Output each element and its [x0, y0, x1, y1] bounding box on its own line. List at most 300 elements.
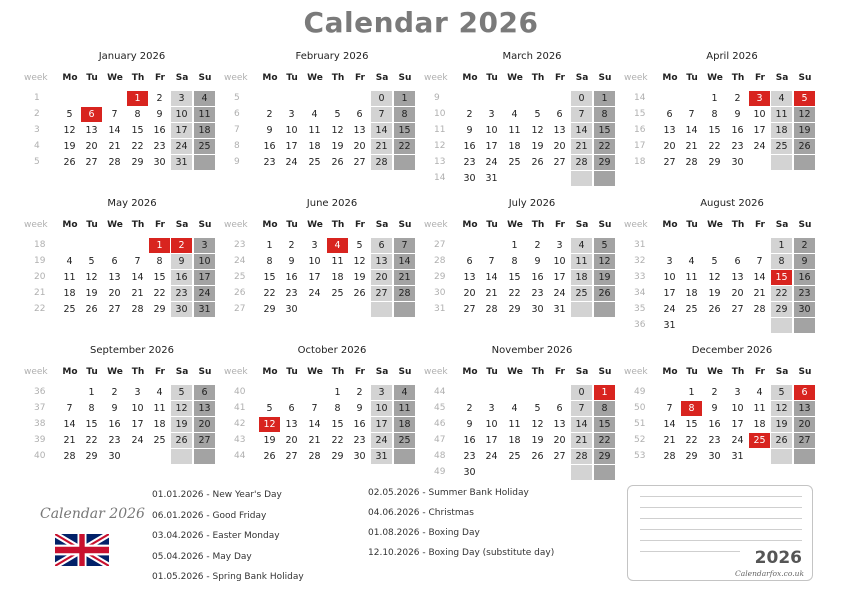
week-number: 21 — [34, 288, 46, 298]
day-cell: 2 — [534, 240, 541, 251]
day-header-we: We — [307, 73, 323, 83]
day-cell: 20 — [731, 288, 744, 299]
day-cell: 28 — [108, 157, 121, 168]
day-cell: 15 — [394, 123, 415, 138]
day-cell: 1 — [771, 238, 792, 253]
day-cell: 17 — [731, 419, 744, 430]
day-cell: 15 — [85, 419, 98, 430]
day-cell: 3 — [311, 240, 318, 251]
day-cell: 9 — [734, 109, 741, 120]
day-cell: 22 — [331, 435, 344, 446]
day-cell: 8 — [156, 256, 163, 267]
day-cell: 11 — [571, 254, 592, 269]
day-header-th: Th — [331, 220, 345, 230]
day-cell: 3 — [134, 387, 141, 398]
week-number: 20 — [34, 272, 46, 282]
day-cell: 14 — [485, 272, 498, 283]
month-8 — [622, 198, 818, 333]
day-cell: 4 — [571, 238, 592, 253]
day-cell: 13 — [553, 419, 566, 430]
day-header-su: Su — [798, 367, 812, 377]
month-1 — [22, 51, 218, 186]
day-cell: 31 — [194, 302, 215, 317]
day-cell: 6 — [288, 403, 295, 414]
day-cell: 26 — [63, 157, 76, 168]
day-header-th: Th — [731, 73, 745, 83]
day-cell: 26 — [85, 304, 98, 315]
day-cell: 16 — [285, 272, 298, 283]
empty-weekend-cell — [371, 302, 392, 317]
day-cell: 17 — [485, 141, 498, 152]
day-cell: 5 — [594, 238, 615, 253]
week-number: 47 — [434, 435, 446, 445]
day-cell: 5 — [711, 256, 718, 267]
day-header-sa: Sa — [775, 220, 789, 230]
day-cell: 25 — [63, 304, 76, 315]
day-cell: 25 — [194, 139, 215, 154]
holiday-entry: 02.05.2026 - Summer Bank Holiday — [368, 488, 529, 498]
day-cell: 22 — [85, 435, 98, 446]
day-cell: 18 — [153, 419, 166, 430]
week-number: 44 — [434, 387, 446, 397]
day-cell: 28 — [131, 304, 144, 315]
day-cell: 31 — [485, 173, 498, 184]
day-header-sa: Sa — [575, 220, 589, 230]
day-cell: 15 — [331, 419, 344, 430]
day-cell: 2 — [156, 93, 163, 104]
day-cell: 5 — [771, 385, 792, 400]
day-cell: 18 — [508, 141, 521, 152]
week-number: 28 — [434, 256, 446, 266]
day-cell: 1 — [334, 387, 341, 398]
day-cell: 13 — [194, 401, 215, 416]
day-cell: 22 — [508, 288, 521, 299]
week-number: 32 — [634, 256, 646, 266]
day-header-sa: Sa — [575, 73, 589, 83]
day-cell: 30 — [708, 451, 721, 462]
day-cell: 18 — [394, 417, 415, 432]
day-cell: 16 — [108, 419, 121, 430]
day-cell: 9 — [288, 256, 295, 267]
day-cell: 3 — [288, 109, 295, 120]
week-number: 26 — [234, 288, 246, 298]
day-cell: 18 — [508, 435, 521, 446]
day-cell: 17 — [553, 272, 566, 283]
day-cell: 17 — [371, 417, 392, 432]
day-cell: 17 — [485, 435, 498, 446]
day-cell: 21 — [394, 270, 415, 285]
notes-year: 2026 — [754, 548, 802, 568]
day-cell: 27 — [194, 433, 215, 448]
day-cell: 7 — [688, 109, 695, 120]
day-cell: 15 — [508, 272, 521, 283]
day-header-su: Su — [198, 73, 212, 83]
day-cell: 9 — [266, 125, 273, 136]
day-header-su: Su — [398, 73, 412, 83]
week-number: 27 — [234, 304, 246, 314]
day-cell: 30 — [531, 304, 544, 315]
day-cell: 22 — [771, 286, 792, 301]
day-cell: 25 — [394, 433, 415, 448]
day-cell: 31 — [171, 155, 192, 170]
day-cell: 24 — [485, 157, 498, 168]
day-cell: 24 — [553, 288, 566, 299]
day-header-tu: Tu — [286, 73, 298, 83]
day-cell: 30 — [353, 451, 366, 462]
week-number: 36 — [34, 387, 46, 397]
day-cell: 11 — [508, 125, 521, 136]
day-cell: 21 — [685, 141, 698, 152]
day-cell: 21 — [753, 288, 766, 299]
day-cell: 18 — [753, 419, 766, 430]
day-cell: 8 — [594, 107, 615, 122]
day-cell: 4 — [394, 385, 415, 400]
day-cell: 11 — [63, 272, 76, 283]
day-header-su: Su — [398, 220, 412, 230]
day-header-th: Th — [731, 367, 745, 377]
day-cell: 24 — [308, 288, 321, 299]
week-header: week — [224, 367, 248, 377]
day-cell: 7 — [111, 109, 118, 120]
day-cell: 22 — [708, 141, 721, 152]
day-cell: 27 — [108, 304, 121, 315]
day-cell: 30 — [285, 304, 298, 315]
day-header-sa: Sa — [375, 220, 389, 230]
day-cell: 6 — [194, 385, 215, 400]
day-cell: 26 — [771, 433, 792, 448]
day-cell: 17 — [308, 272, 321, 283]
day-cell: 19 — [263, 435, 276, 446]
note-line — [640, 507, 802, 508]
day-cell: 29 — [771, 302, 792, 317]
day-cell: 20 — [85, 141, 98, 152]
day-cell: 24 — [285, 157, 298, 168]
day-cell: 2 — [356, 387, 363, 398]
day-cell: 18 — [194, 123, 215, 138]
day-cell: 18 — [63, 288, 76, 299]
day-cell: 27 — [731, 304, 744, 315]
notes-box — [627, 485, 813, 581]
day-header-mo: Mo — [262, 73, 278, 83]
day-header-tu: Tu — [286, 367, 298, 377]
day-cell: 29 — [263, 304, 276, 315]
day-cell: 7 — [371, 107, 392, 122]
day-cell: 14 — [685, 125, 698, 136]
day-cell: 19 — [63, 141, 76, 152]
day-cell: 4 — [311, 109, 318, 120]
day-cell: 2 — [711, 387, 718, 398]
day-cell: 8 — [594, 401, 615, 416]
day-header-su: Su — [398, 367, 412, 377]
day-cell: 2 — [466, 109, 473, 120]
day-cell: 9 — [156, 109, 163, 120]
day-cell: 16 — [531, 272, 544, 283]
day-cell: 29 — [594, 155, 615, 170]
day-cell: 14 — [308, 419, 321, 430]
day-cell: 22 — [263, 288, 276, 299]
week-header: week — [24, 220, 48, 230]
week-number: 12 — [434, 141, 446, 151]
month-name: March 2026 — [502, 51, 562, 62]
day-cell: 3 — [488, 109, 495, 120]
day-cell: 20 — [371, 270, 392, 285]
week-number: 49 — [634, 387, 646, 397]
day-header-we: We — [507, 73, 523, 83]
day-cell: 12 — [259, 417, 280, 432]
day-cell: 19 — [171, 417, 192, 432]
day-cell: 8 — [266, 256, 273, 267]
day-header-sa: Sa — [775, 73, 789, 83]
day-header-su: Su — [598, 367, 612, 377]
day-cell: 31 — [663, 320, 676, 331]
holiday-entry: 06.01.2026 - Good Friday — [152, 510, 267, 521]
day-cell: 25 — [508, 157, 521, 168]
day-cell: 2 — [171, 238, 192, 253]
day-cell: 22 — [685, 435, 698, 446]
day-cell: 20 — [353, 141, 366, 152]
day-cell: 8 — [134, 109, 141, 120]
day-cell: 18 — [685, 288, 698, 299]
day-cell: 21 — [371, 139, 392, 154]
day-header-th: Th — [131, 367, 145, 377]
empty-weekend-cell — [794, 318, 815, 333]
month-name: April 2026 — [706, 51, 758, 62]
day-cell: 9 — [534, 256, 541, 267]
day-cell: 4 — [511, 109, 518, 120]
day-cell: 2 — [288, 240, 295, 251]
day-cell: 11 — [331, 256, 344, 267]
day-cell: 1 — [266, 240, 273, 251]
day-cell: 5 — [534, 403, 541, 414]
day-header-sa: Sa — [175, 220, 189, 230]
day-header-fr: Fr — [154, 73, 165, 83]
day-cell: 29 — [331, 451, 344, 462]
day-cell: 18 — [308, 141, 321, 152]
day-cell: 26 — [794, 139, 815, 154]
empty-weekend-cell — [194, 155, 215, 170]
day-cell: 22 — [153, 288, 166, 299]
day-cell: 10 — [131, 403, 144, 414]
day-cell: 12 — [531, 125, 544, 136]
holiday-entry: 01.08.2026 - Boxing Day — [368, 528, 480, 538]
month-11 — [422, 345, 618, 480]
day-cell: 5 — [534, 109, 541, 120]
day-cell: 14 — [371, 123, 392, 138]
day-cell: 29 — [508, 304, 521, 315]
day-cell: 29 — [153, 304, 166, 315]
day-cell: 29 — [594, 449, 615, 464]
empty-weekend-cell — [794, 449, 815, 464]
day-cell: 27 — [663, 157, 676, 168]
day-cell: 4 — [194, 91, 215, 106]
week-number: 45 — [434, 403, 446, 413]
week-number: 2 — [34, 109, 40, 119]
week-number: 53 — [634, 451, 646, 461]
day-header-we: We — [307, 220, 323, 230]
day-cell: 25 — [749, 433, 770, 448]
day-cell: 22 — [594, 139, 615, 154]
day-cell: 15 — [263, 272, 276, 283]
day-cell: 13 — [353, 125, 366, 136]
day-cell: 31 — [731, 451, 744, 462]
day-header-tu: Tu — [86, 220, 98, 230]
day-cell: 3 — [734, 387, 741, 398]
day-cell: 12 — [531, 419, 544, 430]
day-cell: 23 — [731, 141, 744, 152]
day-cell: 30 — [153, 157, 166, 168]
day-cell: 24 — [485, 451, 498, 462]
day-header-th: Th — [131, 220, 145, 230]
day-cell: 20 — [463, 288, 476, 299]
day-header-mo: Mo — [262, 367, 278, 377]
day-header-mo: Mo — [62, 367, 78, 377]
day-cell: 13 — [553, 125, 566, 136]
day-cell: 19 — [594, 270, 615, 285]
week-number: 31 — [634, 240, 646, 250]
day-cell: 1 — [511, 240, 518, 251]
day-cell: 24 — [753, 141, 766, 152]
week-number: 1 — [34, 93, 40, 103]
day-cell: 8 — [88, 403, 95, 414]
week-number: 22 — [34, 304, 46, 314]
month-name: September 2026 — [90, 345, 174, 356]
day-cell: 4 — [66, 256, 73, 267]
day-cell: 23 — [108, 435, 121, 446]
week-number: 42 — [234, 419, 246, 429]
day-cell: 14 — [571, 123, 592, 138]
day-header-sa: Sa — [375, 367, 389, 377]
day-cell: 21 — [571, 139, 592, 154]
day-cell: 3 — [666, 256, 673, 267]
day-header-we: We — [107, 367, 123, 377]
day-cell: 9 — [356, 403, 363, 414]
week-number: 3 — [34, 125, 40, 135]
day-cell: 26 — [531, 451, 544, 462]
note-line — [640, 540, 802, 541]
day-cell: 12 — [771, 401, 792, 416]
week-number: 15 — [634, 109, 646, 119]
day-cell: 19 — [353, 272, 366, 283]
week-number: 43 — [234, 435, 246, 445]
day-header-tu: Tu — [286, 220, 298, 230]
day-cell: 22 — [394, 139, 415, 154]
day-header-mo: Mo — [662, 220, 678, 230]
day-cell: 27 — [353, 157, 366, 168]
day-cell: 28 — [485, 304, 498, 315]
month-5 — [22, 198, 218, 333]
day-cell: 2 — [734, 93, 741, 104]
empty-weekend-cell — [771, 318, 792, 333]
day-header-su: Su — [598, 220, 612, 230]
week-number: 17 — [634, 141, 646, 151]
day-cell: 9 — [466, 125, 473, 136]
day-cell: 11 — [508, 419, 521, 430]
day-cell: 28 — [753, 304, 766, 315]
note-line — [640, 551, 740, 552]
page-title: Calendar 2026 — [303, 6, 539, 39]
week-number: 40 — [234, 387, 246, 397]
day-header-th: Th — [331, 73, 345, 83]
day-header-we: We — [707, 73, 723, 83]
day-cell: 11 — [753, 403, 766, 414]
note-line — [640, 518, 802, 519]
week-number: 14 — [434, 173, 446, 183]
week-number: 19 — [34, 256, 46, 266]
day-cell: 21 — [308, 435, 321, 446]
month-name: June 2026 — [306, 198, 358, 209]
day-cell: 17 — [194, 270, 215, 285]
day-cell: 13 — [794, 401, 815, 416]
month-name: October 2026 — [297, 345, 367, 356]
day-cell: 25 — [571, 286, 592, 301]
day-cell: 20 — [553, 435, 566, 446]
week-number: 5 — [234, 93, 240, 103]
day-cell: 20 — [794, 417, 815, 432]
day-cell: 17 — [753, 125, 766, 136]
day-cell: 7 — [666, 403, 673, 414]
day-cell: 28 — [571, 155, 592, 170]
day-cell: 6 — [81, 107, 102, 122]
week-number: 34 — [634, 288, 646, 298]
day-cell: 9 — [794, 254, 815, 269]
day-cell: 7 — [756, 256, 763, 267]
day-header-sa: Sa — [775, 367, 789, 377]
day-cell: 19 — [794, 123, 815, 138]
day-header-mo: Mo — [462, 367, 478, 377]
day-cell: 30 — [731, 157, 744, 168]
day-cell: 24 — [131, 435, 144, 446]
empty-weekend-cell — [194, 449, 215, 464]
day-cell: 6 — [556, 403, 563, 414]
day-cell: 23 — [263, 157, 276, 168]
day-cell: 12 — [594, 254, 615, 269]
day-cell: 1 — [688, 387, 695, 398]
day-cell: 21 — [485, 288, 498, 299]
day-cell: 21 — [131, 288, 144, 299]
day-cell: 6 — [666, 109, 673, 120]
month-name: May 2026 — [107, 198, 157, 209]
week-number: 38 — [34, 419, 46, 429]
week-header: week — [424, 73, 448, 83]
day-header-fr: Fr — [354, 73, 365, 83]
day-cell: 17 — [285, 141, 298, 152]
day-cell: 29 — [708, 157, 721, 168]
day-cell: 19 — [531, 141, 544, 152]
empty-weekend-cell — [771, 449, 792, 464]
week-number: 5 — [34, 157, 40, 167]
holiday-entry: 12.10.2026 - Boxing Day (substitute day) — [368, 548, 555, 558]
week-number: 10 — [434, 109, 446, 119]
day-header-th: Th — [531, 367, 545, 377]
day-cell: 8 — [681, 401, 702, 416]
month-name: January 2026 — [98, 51, 166, 62]
day-cell: 12 — [85, 272, 98, 283]
week-number: 37 — [34, 403, 46, 413]
day-cell: 3 — [749, 91, 770, 106]
empty-weekend-cell — [571, 465, 592, 480]
day-cell: 4 — [156, 387, 163, 398]
day-cell: 16 — [463, 435, 476, 446]
day-cell: 25 — [508, 451, 521, 462]
day-cell: 15 — [685, 419, 698, 430]
day-cell: 14 — [131, 272, 144, 283]
day-cell: 12 — [708, 272, 721, 283]
week-header: week — [224, 220, 248, 230]
week-number: 44 — [234, 451, 246, 461]
week-number: 9 — [234, 157, 240, 167]
day-cell: 8 — [394, 107, 415, 122]
day-cell: 7 — [488, 256, 495, 267]
